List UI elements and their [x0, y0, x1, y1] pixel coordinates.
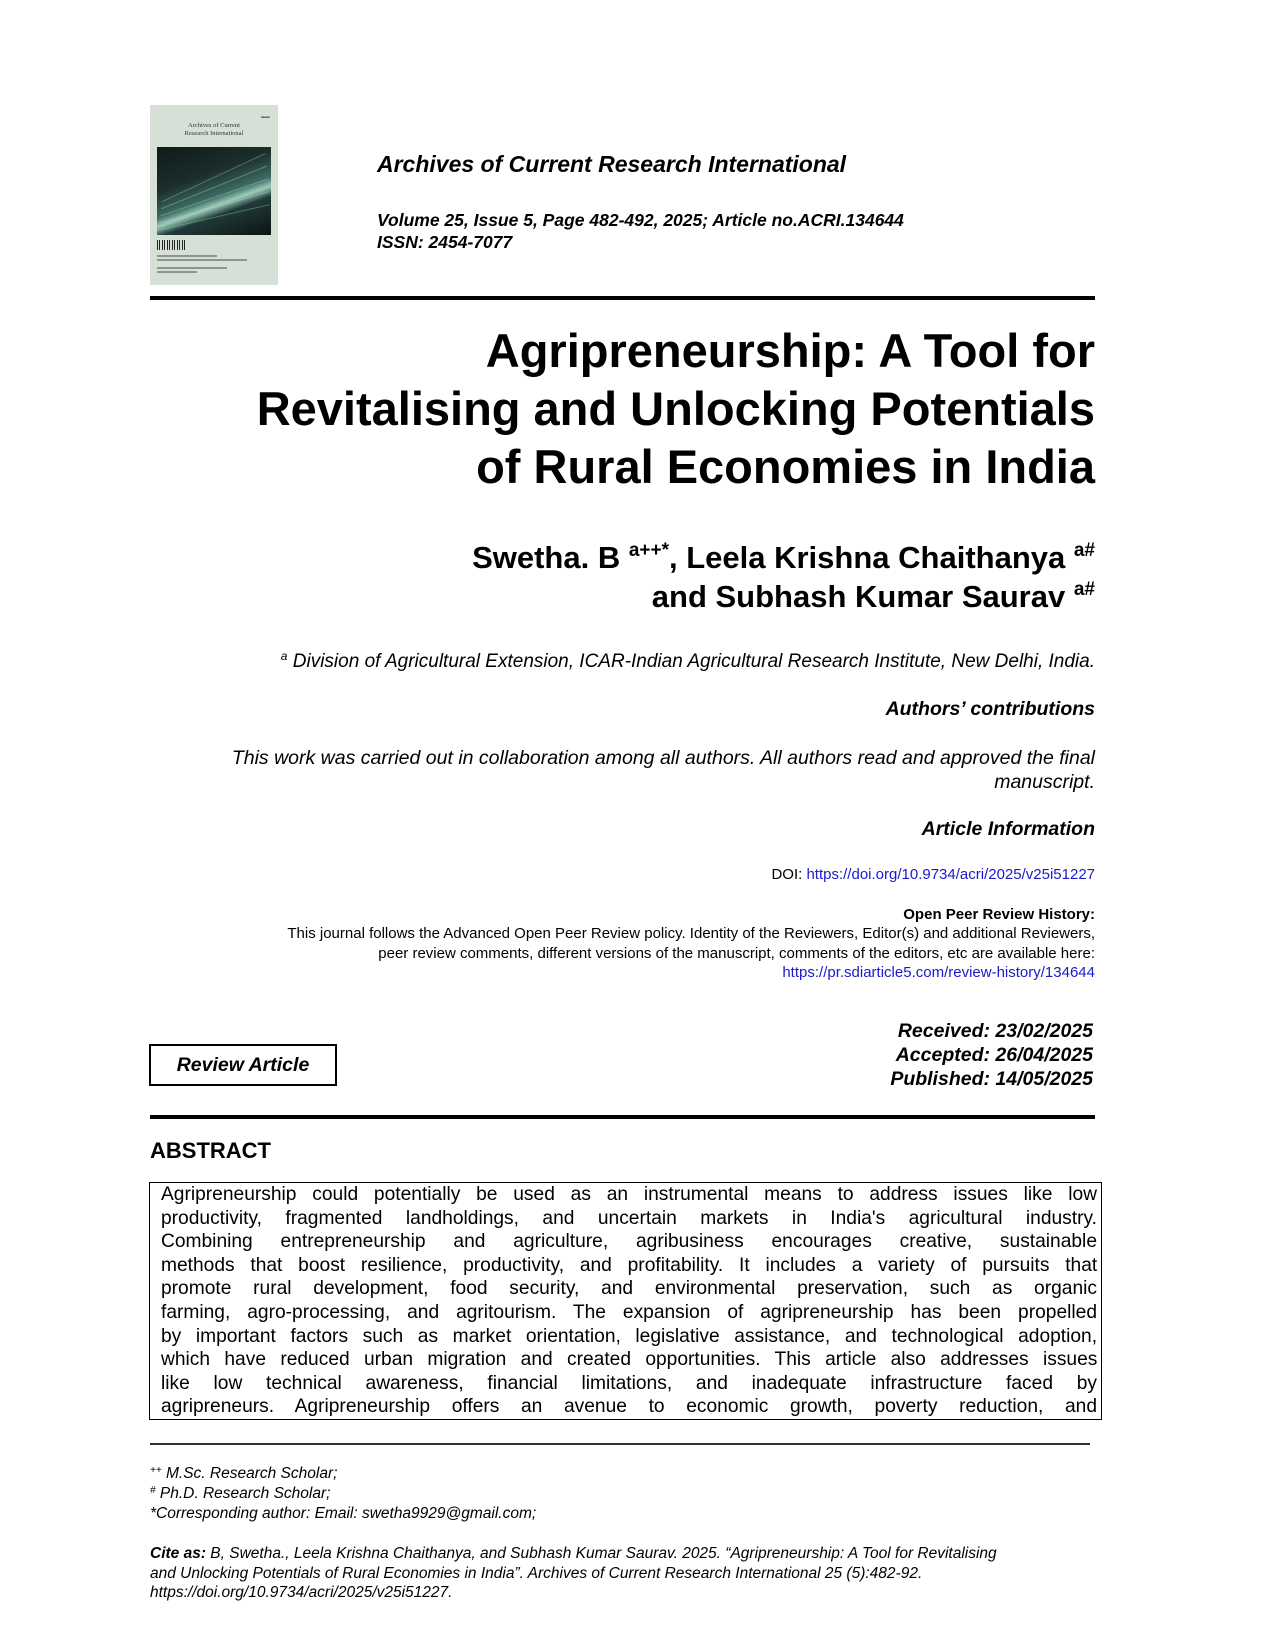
accepted-date: Accepted: 26/04/2025 [895, 1044, 1093, 1066]
journal-name: Archives of Current Research International [377, 151, 847, 177]
abstract-line: methods that boost resilience, productivity, and profitability. It includes a variety of pursuits that [161, 1254, 1098, 1276]
footnote [150, 1465, 337, 1483]
doi-line [771, 866, 1095, 883]
title-line: Revitalising and Unlocking Potentials [256, 382, 1095, 435]
affiliation [281, 651, 1095, 673]
citation [150, 1544, 1095, 1603]
cite-text: https://doi.org/10.9734/acri/2025/v25i51227. [150, 1584, 453, 1601]
journal-issn: ISSN: 2454-7077 [377, 232, 513, 252]
doi-link[interactable]: https://doi.org/10.9734/acri/2025/v25i51227 [806, 866, 1095, 883]
author-name: , Leela Krishna Chaithanya [669, 540, 1066, 575]
footnote-mark: # [150, 1485, 156, 1496]
author-name: Swetha. B [472, 540, 621, 575]
cover-barcode [157, 240, 187, 250]
title-line: Agripreneurship: A Tool for [485, 324, 1095, 377]
cover-fine-print [157, 259, 247, 261]
abstract-heading: ABSTRACT [150, 1138, 271, 1163]
cover-artwork [157, 147, 271, 235]
cover-fine-print [157, 271, 197, 273]
author-affiliation-mark: a++* [628, 540, 669, 561]
contributions-heading: Authors’ contributions [885, 698, 1095, 720]
article-info-heading: Article Information [921, 818, 1095, 840]
article-title [135, 322, 1095, 496]
title-line: of Rural Economies in India [476, 440, 1095, 493]
footnote [150, 1505, 536, 1523]
footnote [150, 1485, 330, 1503]
contributions-text [135, 746, 1095, 794]
footnote-mark: ++ [150, 1465, 162, 1476]
cover-title: Archives of Current Research International [184, 122, 244, 137]
peer-review-line: peer review comments, different versions of the manuscript, comments of the editors, etc are available here: [378, 944, 1095, 962]
abstract-line: productivity, fragmented landholdings, and uncertain markets in India's agricultural industry. [161, 1207, 1097, 1229]
author-affiliation-mark: a# [1073, 540, 1095, 561]
affiliation-text: Division of Agricultural Extension, ICAR-Indian Agricultural Research Institute, New Delhi, India. [292, 651, 1095, 672]
publication-dates [890, 1019, 1093, 1091]
author-affiliation-mark: a# [1073, 579, 1095, 600]
contributions-line: manuscript. [994, 771, 1095, 793]
cite-text: B, Swetha., Leela Krishna Chaithanya, and Subhash Kumar Saurav. 2025. “Agripreneurship: A Tool for Revitalising [206, 1545, 997, 1562]
cite-text: and Unlocking Potentials of Rural Economies in India”. Archives of Current Research International 25 (5):482-92. [150, 1564, 923, 1582]
journal-cover-image [150, 105, 278, 285]
peer-review-text [135, 924, 1095, 983]
abstract-line: farming, agro-processing, and agritourism. The expansion of agripreneurship has been propelled [161, 1301, 1097, 1323]
abstract-line: Agripreneurship could potentially be used as an instrumental means to address issues like low [161, 1184, 1097, 1205]
peer-review-line: This journal follows the Advanced Open Peer Review policy. Identity of the Reviewers, Editor(s) and additional Reviewers, [287, 925, 1095, 942]
abstract-line: promote rural development, food security, and environmental preservation, such as organic [161, 1278, 1097, 1300]
abstract-divider [150, 1115, 1095, 1119]
contributions-line: This work was carried out in collaboration among all authors. All authors read and approved the final [231, 747, 1095, 769]
cover-issn-mark: ■■■■■ [260, 115, 270, 119]
footnote-text: Ph.D. Research Scholar; [159, 1485, 331, 1502]
abstract-line: like low technical awareness, financial limitations, and inadequate infrastructure faced by [161, 1372, 1097, 1394]
abstract-line: agripreneurs. Agripreneurship offers an avenue to economic growth, poverty reduction, and [161, 1396, 1097, 1418]
abstract-line: by important factors such as market orientation, legislative assistance, and technological adoption, [161, 1325, 1098, 1347]
footnote-divider [150, 1443, 1090, 1445]
author-list [195, 538, 1095, 616]
affiliation-mark: a [280, 649, 288, 663]
cite-label: Cite as: [150, 1545, 206, 1562]
cover-fine-print [157, 255, 217, 257]
received-date: Received: 23/02/2025 [897, 1020, 1093, 1042]
article-type-badge: Review Article [149, 1044, 337, 1086]
peer-review-heading: Open Peer Review History: [903, 906, 1095, 923]
abstract-line: which have reduced urban migration and created opportunities. This article also addresses issues [161, 1349, 1098, 1371]
footnote-text: *Corresponding author: Email: swetha9929@gmail.com; [150, 1505, 537, 1522]
header-divider [150, 296, 1095, 300]
abstract-line: Combining entrepreneurship and agriculture, agribusiness encourages creative, sustainable [161, 1231, 1097, 1253]
journal-volume: Volume 25, Issue 5, Page 482-492, 2025; Article no.ACRI.134644 [377, 210, 904, 230]
peer-review-link[interactable]: https://pr.sdiarticle5.com/review-history/134644 [782, 964, 1095, 981]
author-name: and Subhash Kumar Saurav [651, 579, 1066, 614]
footnote-text: M.Sc. Research Scholar; [166, 1465, 338, 1482]
cover-fine-print [157, 267, 227, 269]
published-date: Published: 14/05/2025 [890, 1068, 1093, 1090]
abstract-box [149, 1182, 1102, 1420]
doi-label: DOI: [771, 866, 803, 883]
